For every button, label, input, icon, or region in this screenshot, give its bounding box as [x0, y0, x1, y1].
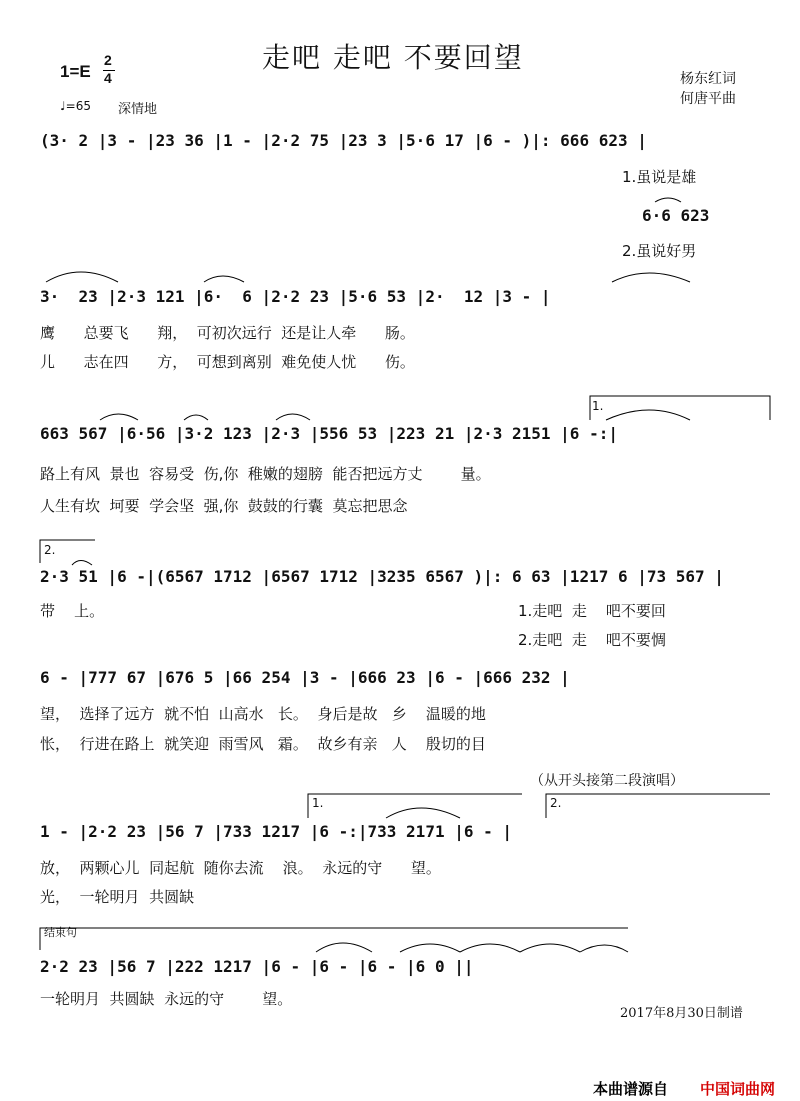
notation-row-3: 663 567 |6·56 |3·2 123 |2·3 |556 53 |223 21 |2·3 2151 |6 -:|	[40, 424, 618, 443]
coda-label: 结束句	[44, 926, 77, 939]
lyricist: 杨东红词	[680, 71, 736, 87]
notation-row-6: 1 - |2·2 23 |56 7 |733 1217 |6 -:|733 2171 |6 - |	[40, 822, 513, 841]
notation-row-1-alt: 6·6 623	[642, 206, 710, 225]
expression-mark: 深情地	[118, 102, 158, 117]
notation-row-2: 3· 23 |2·3 121 |6· 6 |2·2 23 |5·6 53 |2· 12 |3 - |	[40, 287, 551, 306]
lyric-row-4-ending: 带 上。	[40, 602, 105, 620]
lyric-row-3-verse-2: 人生有坎 坷要 学会坚 强,你 鼓鼓的行囊 莫忘把思念	[40, 497, 408, 515]
lyric-row-5-verse-2: 怅， 行进在路上 就笑迎 雨雪风 霜。 故乡有亲 人 殷切的目	[40, 735, 486, 753]
lyric-row-3-verse-1: 路上有风 景也 容易受 伤,你 稚嫩的翅膀 能否把远方丈 量。	[40, 465, 491, 483]
lyric-row-2-verse-2: 儿 志在四 方， 可想到离别 难免使人忧 伤。	[40, 353, 415, 371]
lyric-row-2-verse-1: 鹰 总要飞 翔， 可初次远行 还是让人牵 肠。	[40, 324, 415, 342]
volta-2-label-row-6: 2.	[550, 796, 562, 810]
notation-row-5: 6 - |777 67 |676 5 |66 254 |3 - |666 23 |6 - |666 232 |	[40, 668, 570, 687]
lyric-row-4-verse-1: 1.走吧 走 吧不要回	[518, 602, 666, 620]
lyric-row-4-verse-2: 2.走吧 走 吧不要惆	[518, 631, 666, 649]
lyric-row-5-verse-1: 望， 选择了远方 就不怕 山高水 长。 身后是故 乡 温暖的地	[40, 705, 486, 723]
notation-row-7: 2·2 23 |56 7 |222 1217 |6 - |6 - |6 - |6 0 ||	[40, 957, 474, 976]
lyric-row-1-alt: 2.虽说好男	[622, 242, 697, 260]
time-signature-denominator: 4	[104, 70, 112, 86]
volta-1-label-row-6: 1.	[312, 796, 324, 810]
lyric-row-7: 一轮明月 共圆缺 永远的守 望。	[40, 990, 293, 1008]
notation-row-1: (3· 2 |3 - |23 36 |1 - |2·2 75 |23 3 |5·6 17 |6 - )|: 666 623 |	[40, 131, 647, 150]
tempo-mark: ♩=65	[60, 99, 91, 113]
lyric-row-6-verse-2: 光， 一轮明月 共圆缺	[40, 888, 195, 906]
lyric-row-6-verse-1: 放， 两颗心儿 同起航 随你去流 浪。 永远的守 望。	[40, 859, 441, 877]
time-signature-numerator: 2	[104, 52, 112, 68]
transcription-date: 2017年8月30日制谱	[620, 1006, 743, 1021]
volta-2-label-row-4: 2.	[44, 543, 56, 557]
lyric-row-1: 1.虽说是雄	[622, 168, 697, 186]
performance-note: （从开头接第二段演唱）	[530, 773, 684, 789]
source-site-link[interactable]: 中国词曲网	[700, 1080, 776, 1098]
source-label: 本曲谱源自	[593, 1080, 669, 1098]
notation-row-4: 2·3 51 |6 -|(6567 1712 |6567 1712 |3235 6567 )|: 6 63 |1217 6 |73 567 |	[40, 567, 724, 586]
key-signature: 1=E	[60, 62, 91, 81]
composer: 何唐平曲	[680, 91, 736, 107]
song-title: 走吧 走吧 不要回望	[262, 41, 524, 74]
volta-1-label-row-3: 1.	[592, 399, 604, 413]
